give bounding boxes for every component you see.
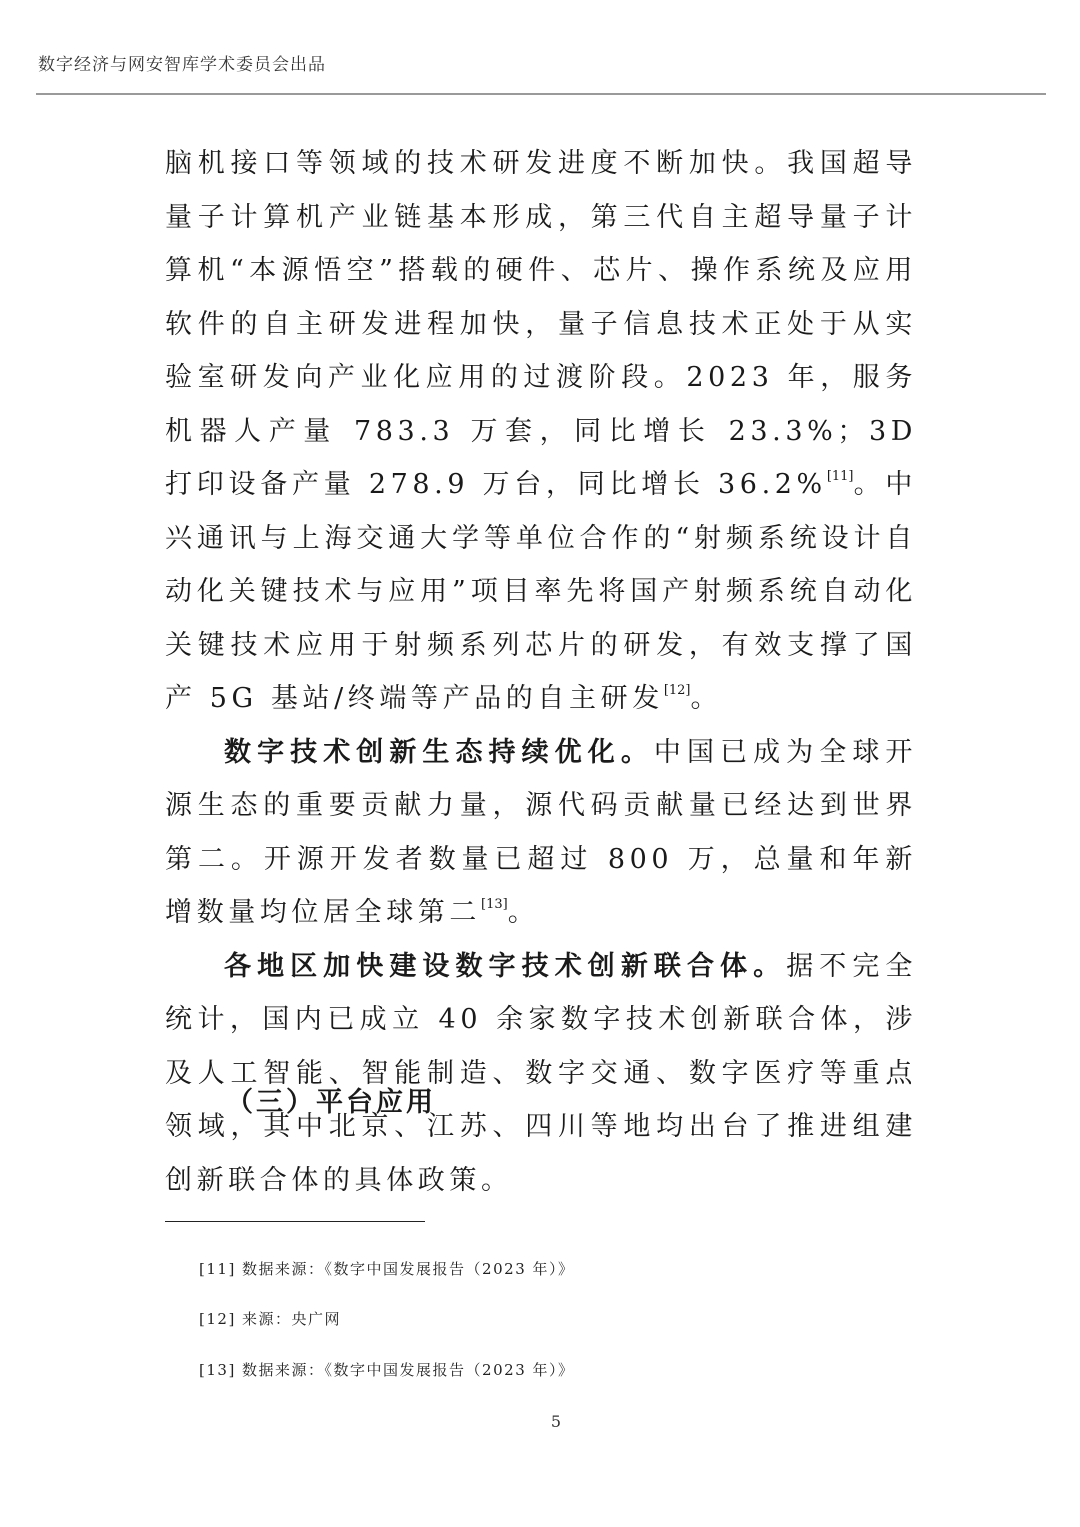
footnote-13: [13] 数据来源：《数字中国发展报告（2023 年）》 xyxy=(199,1361,575,1379)
page-header-title: 数字经济与网安智库学术委员会出品 xyxy=(38,55,326,75)
paragraph-2-lead: 数字技术创新生态持续优化。 xyxy=(224,736,654,768)
header-divider xyxy=(36,93,1046,95)
footnote-11: [11] 数据来源：《数字中国发展报告（2023 年）》 xyxy=(199,1260,575,1278)
paragraph-1-text-2: 。中兴通讯与上海交通大学等单位合作的“射频系统设计自动化关键技术与应用”项目率先将国产射频系统自动化关键技术应用于射频系列芯片的研发，有效支撑了国产 5G 基站/终端等产品的自主研发 xyxy=(165,469,917,714)
paragraph-3 xyxy=(165,940,917,1208)
citation-13: [13] xyxy=(481,897,508,912)
paragraph-3-text: 据不完全统计，国内已成立 40 余家数字技术创新联合体，涉及人工智能、智能制造、数字交通、数字医疗等重点领域，其中北京、江苏、四川等地均出台了推进组建创新联合体的具体政策。 xyxy=(165,950,917,1196)
section-heading: （三）平台应用 xyxy=(226,1087,436,1118)
paragraph-1 xyxy=(165,137,917,726)
paragraph-2-text: 中国已成为全球开源生态的重要贡献力量，源代码贡献量已经达到世界第二。开源开发者数量已超过 800 万，总量和年新增数量均位居全球第二 xyxy=(165,736,917,928)
footnote-12: [12] 来源：央广网 xyxy=(199,1310,342,1328)
footnote-divider xyxy=(165,1221,425,1222)
paragraph-3-lead: 各地区加快建设数字技术创新联合体。 xyxy=(224,950,787,982)
paragraph-1-text-3: 。 xyxy=(690,683,723,714)
paragraph-1-text: 脑机接口等领域的技术研发进度不断加快。我国超导量子计算机产业链基本形成，第三代自主超导量子计算机“本源悟空”搭载的硬件、芯片、操作系统及应用软件的自主研发进程加快，量子信息技术正处于从实验室研发向产业化应用的过渡阶段。2023 年，服务机器人产量 783.3 万套，同比增长 23.3%；3D 打印设备产量 278.9 万台，同比增长 36.2% xyxy=(165,148,917,500)
body-text xyxy=(165,137,917,1207)
citation-11: [11] xyxy=(826,469,854,484)
citation-12: [12] xyxy=(663,683,691,698)
paragraph-2-tail: 。 xyxy=(507,897,540,928)
paragraph-2 xyxy=(165,726,917,940)
page-number: 5 xyxy=(550,1412,562,1431)
